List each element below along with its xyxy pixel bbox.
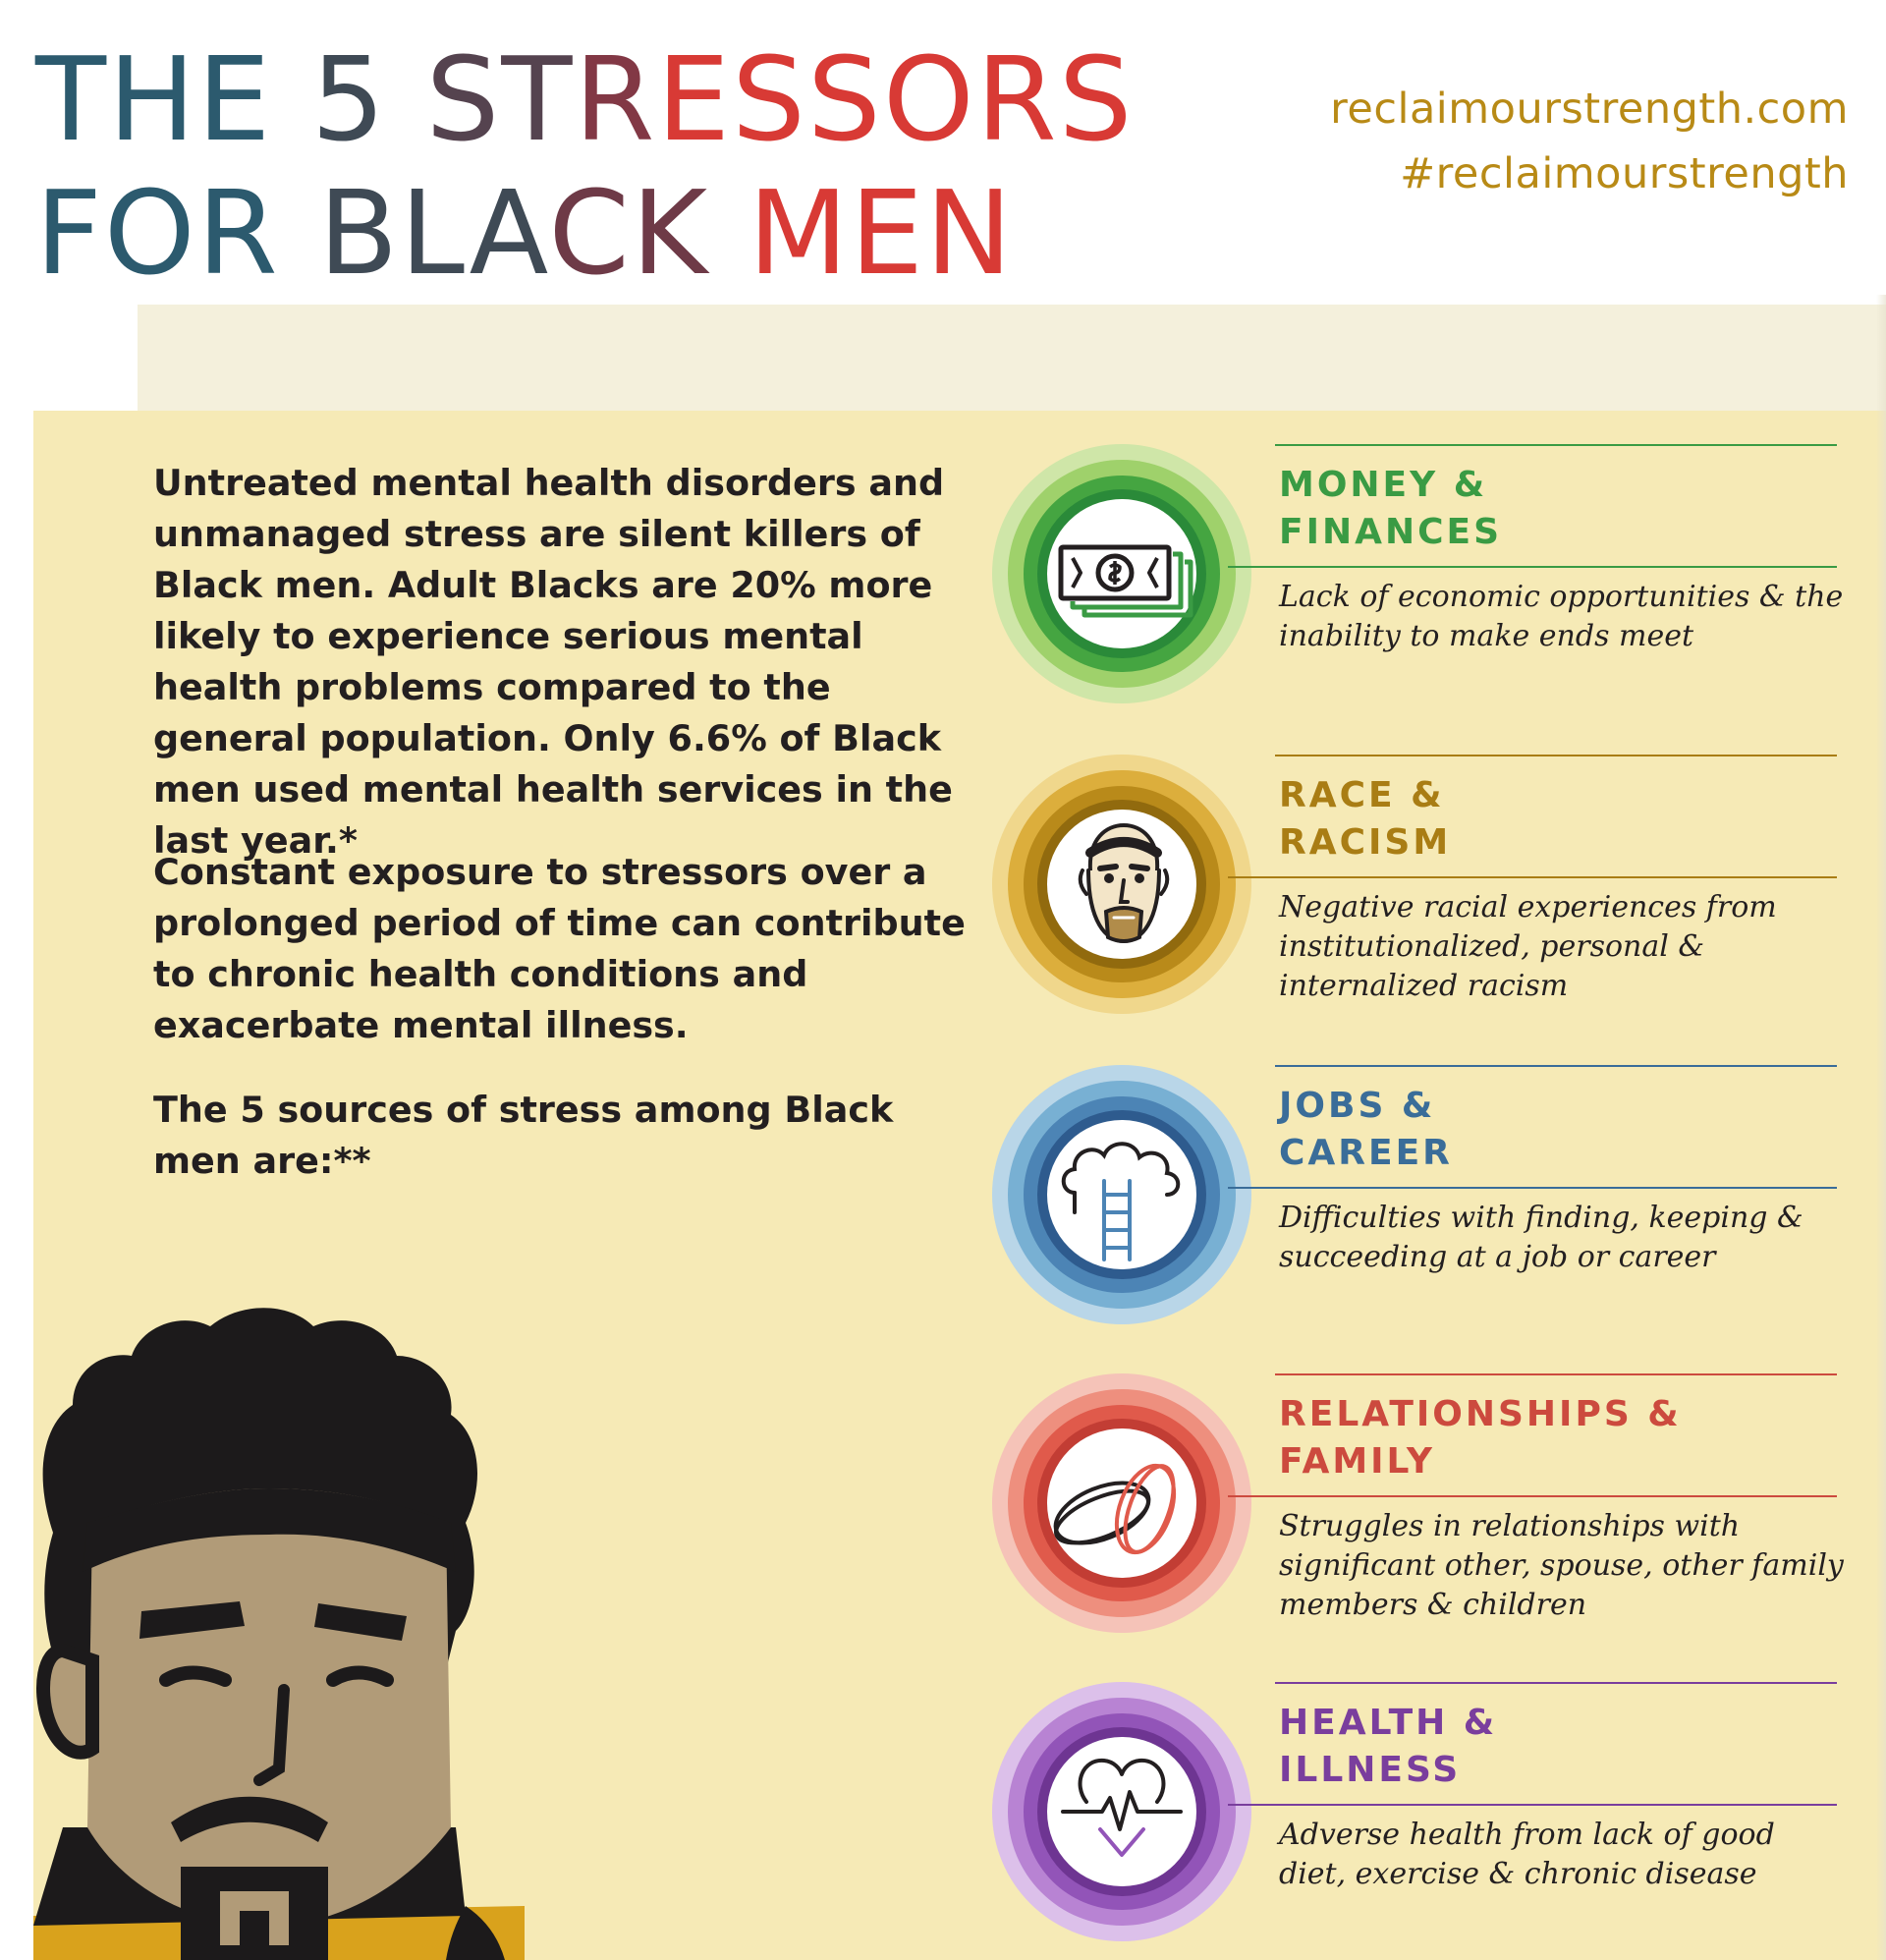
stressor-heading: HEALTH & ILLNESS [1279, 1703, 1498, 1790]
page-edge-shadow [1876, 295, 1886, 1960]
intro-paragraph-1: Untreated mental health disorders and unmanaged stress are silent killers of Black men. Adult Blacks are 20% more likely to experience serious mental health problems compared to the general population. Only 6.6% of Black men used mental health services in the last year.* [153, 462, 953, 862]
stressor-jobs [992, 1065, 1857, 1330]
stressor-rule-top [1275, 755, 1837, 756]
hashtag: #reclaimourstrength [1400, 149, 1849, 198]
stressor-rule-top [1275, 444, 1837, 446]
stressor-race [992, 755, 1857, 1020]
stressor-rule-top [1275, 1065, 1837, 1067]
jobs-circle-badge [992, 1065, 1251, 1324]
stressor-rule-mid [1228, 566, 1837, 568]
website-url[interactable]: reclaimourstrength.com [1330, 84, 1849, 134]
stressor-rule-mid [1228, 1804, 1837, 1806]
stressor-rule-top [1275, 1373, 1837, 1375]
stressor-description: Struggles in relationships with significant other, spouse, other family members & children [1279, 1509, 1844, 1622]
title-line-1: THE 5 STRESSORS [35, 31, 1135, 167]
man-face-illustration [33, 1277, 525, 1960]
stressor-heading: RACE & RACISM [1279, 775, 1452, 863]
stressor-description: Lack of economic opportunities & the inability to make ends meet [1279, 580, 1844, 653]
stressor-rule-mid [1228, 1495, 1837, 1497]
title-line-2: FOR BLACK MEN [35, 165, 1015, 301]
intro-paragraph-3: The 5 sources of stress among Black men are:** [153, 1089, 894, 1182]
stressor-description: Negative racial experiences from institutionalized, personal & internalized racism [1279, 890, 1777, 1003]
race-circle-badge [992, 755, 1251, 1014]
stressor-money [992, 444, 1857, 709]
stressor-description: Adverse health from lack of good diet, exercise & chronic disease [1279, 1818, 1775, 1891]
stressor-heading: RELATIONSHIPS & FAMILY [1279, 1394, 1682, 1482]
stressor-rule-top [1275, 1682, 1837, 1684]
stressor-description: Difficulties with finding, keeping & succeeding at a job or career [1279, 1201, 1803, 1274]
stressor-rule-mid [1228, 876, 1837, 878]
relationships-circle-badge [992, 1373, 1251, 1633]
stressor-heading: MONEY & FINANCES [1279, 465, 1503, 552]
stressor-relationships [992, 1373, 1857, 1639]
stressor-heading: JOBS & CAREER [1279, 1086, 1453, 1173]
stressor-rule-mid [1228, 1187, 1837, 1189]
panel-shadow [138, 305, 1886, 413]
page-title [35, 31, 1135, 301]
health-circle-badge [992, 1682, 1251, 1941]
stressor-health [992, 1682, 1857, 1947]
website-block [1330, 77, 1849, 206]
intro-paragraph-2: Constant exposure to stressors over a prolonged period of time can contribute to chronic health conditions and exacerbate mental illness. [153, 851, 966, 1046]
money-circle-badge [992, 444, 1251, 703]
